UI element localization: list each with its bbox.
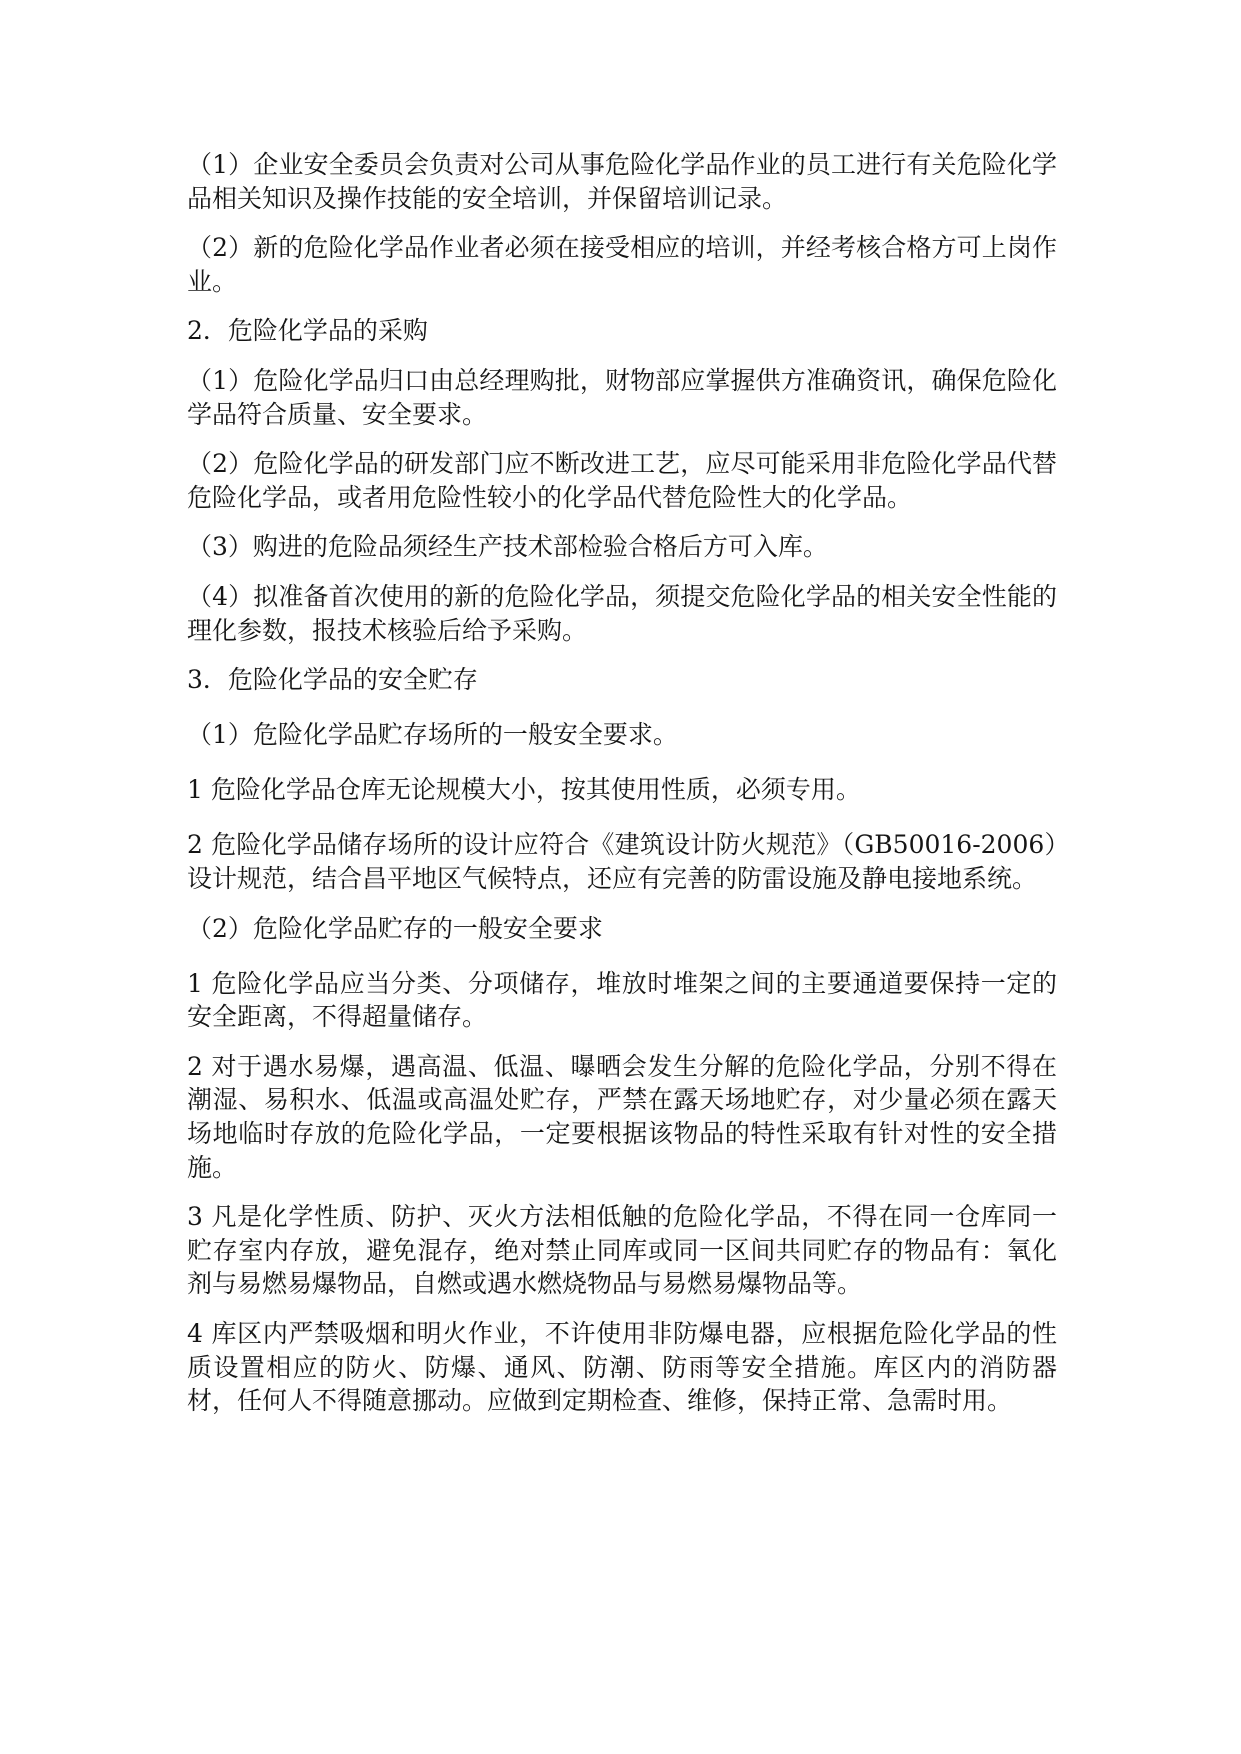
training-clause-1: （1）企业安全委员会负责对公司从事危险化学品作业的员工进行有关危险化学品相关知识及操作技能的安全培训，并保留培训记录。 — [187, 150, 1057, 213]
section-heading-procurement: 2．危险化学品的采购 — [187, 316, 428, 346]
procurement-clause-2: （2）危险化学品的研发部门应不断改进工艺，应尽可能采用非危险化学品代替危险化学品，或者用危险性较小的化学品代替危险性大的化学品。 — [187, 449, 1057, 512]
procurement-clause-3: （3）购进的危险品须经生产技术部检验合格后方可入库。 — [187, 532, 828, 562]
storage-requirement-4: 4 库区内严禁吸烟和明火作业，不许使用非防爆电器，应根据危险化学品的性质设置相应的防火、防爆、通风、防潮、防雨等安全措施。库区内的消防器材，任何人不得随意挪动。应做到定期检查、维修，保持正常、急需时用。 — [187, 1319, 1057, 1416]
storage-section — [187, 663, 1241, 1418]
procurement-section — [187, 314, 1241, 647]
storage-requirement-3: 3 凡是化学性质、防护、灭火方法相低触的危险化学品，不得在同一仓库同一贮存室内存放，避免混存，绝对禁止同库或同一区间共同贮存的物品有：氧化剂与易燃易爆物品，自燃或遇水燃烧物品与易燃易爆物品等。 — [187, 1202, 1057, 1299]
procurement-clause-4: （4）拟准备首次使用的新的危险化学品，须提交危险化学品的相关安全性能的理化参数，报技术核验后给予采购。 — [187, 581, 1057, 645]
storage-subheading-storage-requirements: （2）危险化学品贮存的一般安全要求 — [187, 913, 603, 943]
site-requirement-1: 1 危险化学品仓库无论规模大小，按其使用性质，必须专用。 — [187, 775, 861, 805]
section-heading-storage: 3．危险化学品的安全贮存 — [187, 665, 478, 695]
storage-requirement-2: 2 对于遇水易爆，遇高温、低温、曝晒会发生分解的危险化学品，分别不得在潮湿、易积水、低温或高温处贮存，严禁在露天场地贮存，对少量必须在露天场地临时存放的危险化学品，一定要根据该物品的特性采取有针对性的安全措施。 — [187, 1051, 1057, 1182]
storage-requirement-1: 1 危险化学品应当分类、分项储存，堆放时堆架之间的主要通道要保持一定的安全距离，不得超量储存。 — [187, 968, 1057, 1032]
site-requirement-2: 2 危险化学品储存场所的设计应符合《建筑设计防火规范》（GB50016-2006）设计规范，结合昌平地区气候特点，还应有完善的防雷设施及静电接地系统。 — [187, 830, 1057, 893]
training-clause-2: （2）新的危险化学品作业者必须在接受相应的培训，并经考核合格方可上岗作业。 — [187, 233, 1057, 296]
procurement-clause-1: （1）危险化学品归口由总经理购批，财物部应掌握供方准确资讯，确保危险化学品符合质量、安全要求。 — [187, 365, 1057, 429]
storage-subheading-site-requirements: （1）危险化学品贮存场所的一般安全要求。 — [187, 720, 678, 750]
training-section — [187, 148, 1241, 298]
